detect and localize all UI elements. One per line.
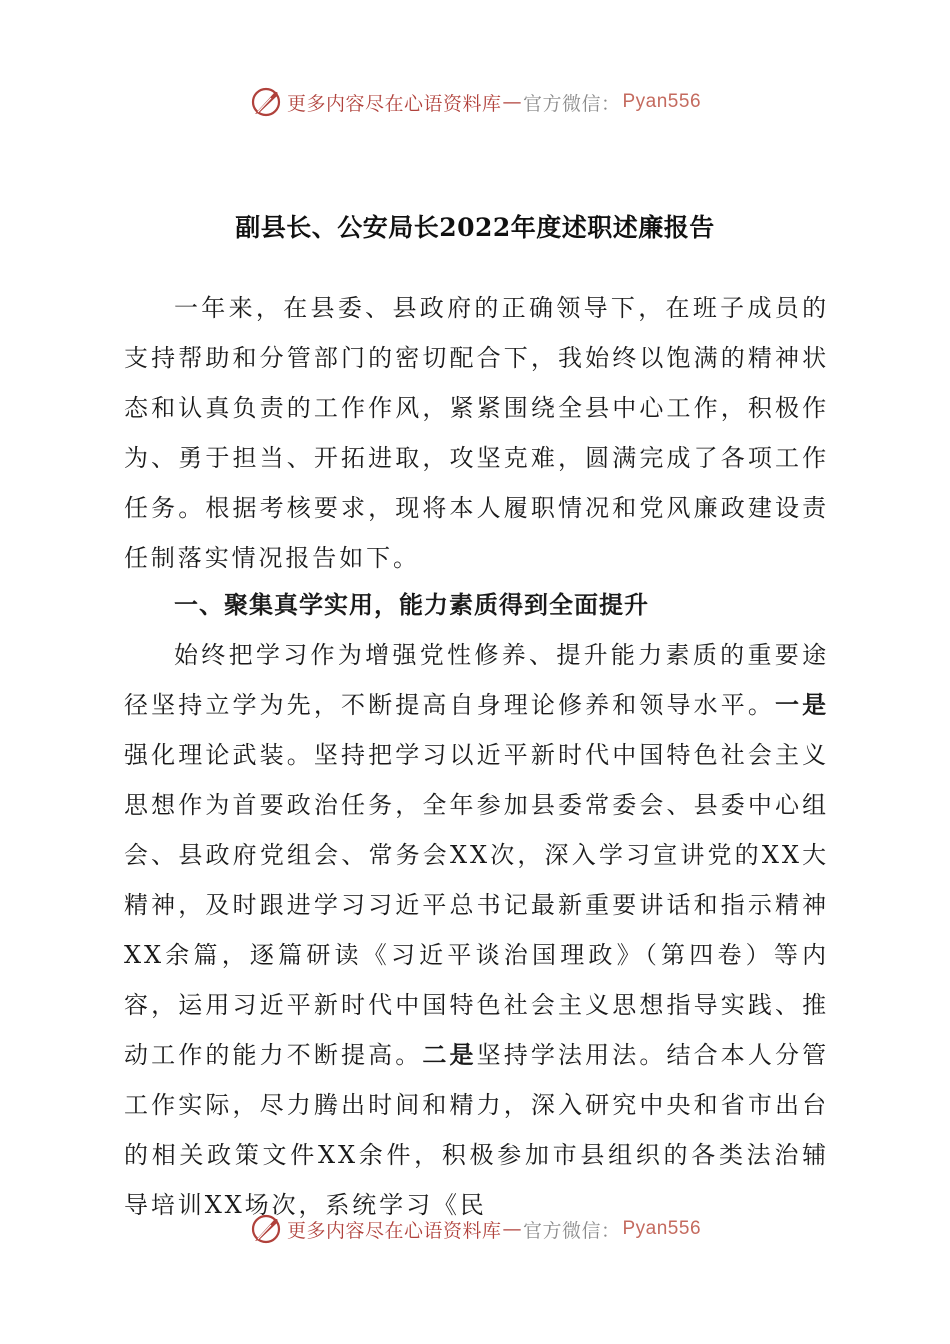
quill-logo-icon xyxy=(249,1212,283,1246)
watermark-header xyxy=(0,82,950,122)
section-heading-1: 一、聚集真学实用，能力素质得到全面提升 xyxy=(174,591,649,619)
watermark-main-text: 更多内容尽在心语资料库 xyxy=(286,92,502,115)
point-marker-1: 一是 xyxy=(774,691,829,719)
watermark-wechat-id: Pyan556 xyxy=(622,91,702,112)
document-title: 副县长、公安局长2022年度述职述廉报告 xyxy=(235,213,715,242)
point-2-text: 坚持学法用法。结合本人分管工作实际，尽力腾出时间和精力，深入研究中央和省市出台的相关政策文件XX余件，积极参加市县组织的各类法治辅导培训XX场次，系统学习《民 xyxy=(124,1041,829,1219)
watermark-wechat-id: Pyan556 xyxy=(622,1218,702,1239)
section-1-paragraph xyxy=(124,630,829,1230)
section-1-intro-text: 始终把学习作为增强党性修养、提升能力素质的重要途径坚持立学为先，不断提高自身理论修养和领导水平。 xyxy=(124,641,829,719)
point-marker-2: 二是 xyxy=(422,1041,477,1069)
quill-logo-icon xyxy=(249,85,283,119)
watermark-separator: — xyxy=(502,91,522,113)
watermark-main-text: 更多内容尽在心语资料库 xyxy=(286,1219,502,1242)
intro-paragraph: 一年来，在县委、县政府的正确领导下，在班子成员的支持帮助和分管部门的密切配合下，我始终以饱满的精神状态和认真负责的工作作风，紧紧围绕全县中心工作，积极作为、勇于担当、开拓进取，攻坚克难，圆满完成了各项工作任务。根据考核要求，现将本人履职情况和党风廉政建设责任制落实情况报告如下。 xyxy=(124,294,829,572)
watermark-wechat-label: 官方微信： xyxy=(522,1219,621,1242)
point-1-text: 强化理论武装。坚持把学习以近平新时代中国特色社会主义思想作为首要政治任务，全年参加县委常委会、县委中心组会、县政府党组会、常务会XX次，深入学习宣讲党的XX大精神，及时跟进学习习近平总书记最新重要讲话和指示精神XX余篇，逐篇研读《习近平谈治国理政》（第四卷）等内容，运用习近平新时代中国特色社会主义思想指导实践、推动工作的能力不断提高。 xyxy=(124,741,829,1069)
watermark-wechat-label: 官方微信： xyxy=(522,92,621,115)
watermark-footer xyxy=(0,1209,950,1249)
watermark-separator: — xyxy=(502,1218,522,1240)
